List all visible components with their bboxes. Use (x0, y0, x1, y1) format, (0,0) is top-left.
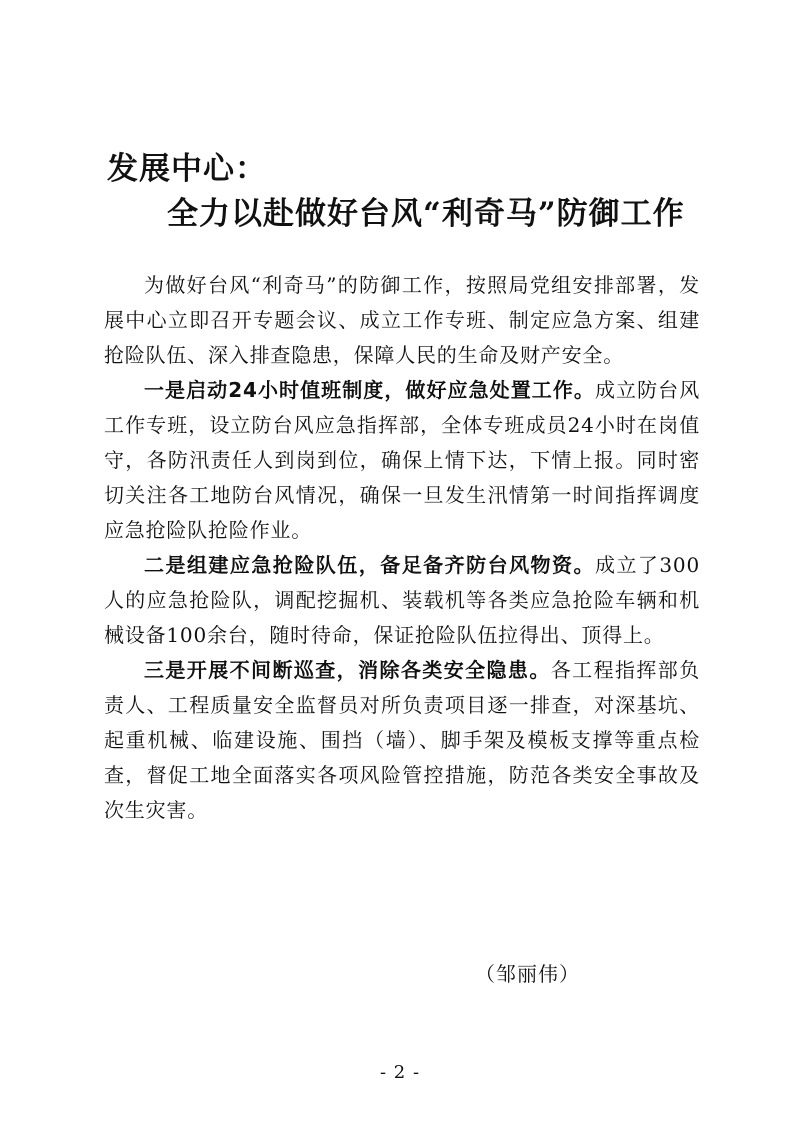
section-text-2: 成立了300人的应急抢险队，调配挖掘机、装载机等各类应急抢险车辆和机械设备100余台，随时待命，保证抢险队伍拉得出、顶得上。 (104, 553, 700, 647)
section-paragraph-3 (104, 653, 700, 828)
title-headline: 全力以赴做好台风“利奇马”防御工作 (167, 196, 685, 232)
section-lead-1: 一是启动24小时值班制度，做好应急处置工作。 (144, 378, 595, 402)
page-number: - 2 - (379, 1062, 421, 1083)
intro-paragraph: 为做好台风“利奇马”的防御工作，按照局党组安排部署，发展中心立即召开专题会议、成立工作专班、制定应急方案、组建抢险队伍、深入排查隐患，保障人民的生命及财产安全。 (104, 273, 700, 367)
section-lead-2: 二是组建应急抢险队伍，备足备齐防台风物资。 (144, 553, 595, 577)
title-organization: 发展中心： (107, 151, 267, 187)
section-paragraph-2 (104, 548, 700, 653)
article-body (104, 268, 700, 828)
section-lead-3: 三是开展不间断巡查，消除各类安全隐患。 (144, 658, 551, 682)
author-signature: （邹丽伟） (475, 962, 580, 986)
section-paragraph-1 (104, 373, 700, 548)
section-text-1: 成立防台风工作专班，设立防台风应急指挥部，全体专班成员24小时在岗值守，各防汛责任人到岗到位，确保上情下达，下情上报。同时密切关注各工地防台风情况，确保一旦发生汛情第一时间指挥调度应急抢险队抢险作业。 (104, 378, 701, 542)
section-text-3: 各工程指挥部负责人、工程质量安全监督员对所负责项目逐一排查，对深基坑、起重机械、临建设施、围挡（墙）、脚手架及模板支撑等重点检查，督促工地全面落实各项风险管控措施，防范各类安全事故及次生灾害。 (104, 658, 700, 822)
